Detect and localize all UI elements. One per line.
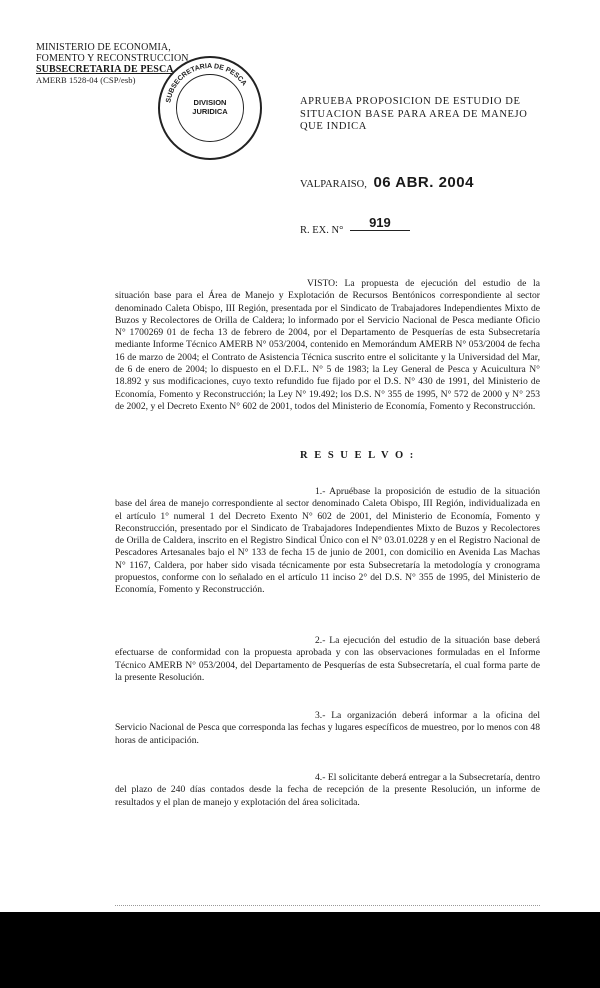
subsecretaria-line: SUBSECRETARIA DE PESCA bbox=[36, 64, 174, 75]
resolution-number: 919 bbox=[350, 215, 410, 231]
resuelvo-heading: R E S U E L V O : bbox=[300, 450, 416, 461]
seal-center-line-2: JURIDICA bbox=[192, 107, 228, 116]
item-1-text: 1.- Apruébase la proposición de estudio de la situación base del área de manejo correspondiente al sector denominado Caleta Obispo, III Región, individualizada en el artículo 1° numeral 1 del Decreto Exento N° 602 de 2001, del Ministerio de Economía, Fomento y Reconstrucción, presentado por el Sindicato de Trabajadores Independientes Mixto de Buzos y Recolectores de Orilla de Caldera, inscrito en el Registro Sindical Único con el N° 03.01.0228 y en el Registro Nacional de Pescadores Artesanales bajo el N° 133 de fecha 15 de junio de 2001, con domicilio en Avenida Las Machas N° 1167, Caldera, por haber sido visada técnicamente por esta Subsecretaría la metodología y cronograma propuestos, conforme con lo señalado en el artículo 11 inciso 2° del D.S. N° 355 de 1995, del Ministerio de Economía, Fomento y Reconstrucción. bbox=[115, 486, 540, 596]
scan-black-margin bbox=[0, 912, 600, 988]
ministry-line-2: FOMENTO Y RECONSTRUCCION bbox=[36, 53, 189, 64]
item-3-text: 3.- La organización deberá informar a la oficina del Servicio Nacional de Pesca que corresponda las fechas y lugares específicos de muestreo, por lo menos con 48 horas de anticipación. bbox=[115, 710, 540, 746]
resolution-item-2 bbox=[115, 635, 540, 684]
place-and-date bbox=[300, 174, 474, 191]
page-bottom-edge bbox=[115, 905, 540, 909]
division-juridica-seal bbox=[158, 56, 262, 160]
place: VALPARAISO, bbox=[300, 179, 367, 190]
resolution-label: R. EX. N° bbox=[300, 225, 344, 236]
reference-code: AMERB 1528-04 (CSP/esb) bbox=[36, 75, 136, 85]
resolution-item-3 bbox=[115, 710, 540, 747]
resolution-item-4 bbox=[115, 772, 540, 809]
seal-ring-text: SUBSECRETARIA DE PESCA bbox=[165, 62, 248, 104]
item-2-text: 2.- La ejecución del estudio de la situación base deberá efectuarse de conformidad con la propuesta aprobada y con las observaciones formuladas en el Informe Técnico AMERB N° 053/2004, del Departamento de Pesquerías de esta Subsecretaría, el cual forma parte de la presente Resolución. bbox=[115, 635, 540, 683]
item-4-text: 4.- El solicitante deberá entregar a la Subsecretaría, dentro del plazo de 240 días contados desde la fecha de recepción de la presente Resolución, un informe de resultados y el plan de manejo y explotación del área solicitada. bbox=[115, 772, 540, 808]
date-stamp: 06 ABR. 2004 bbox=[373, 174, 474, 191]
seal-center bbox=[182, 98, 238, 116]
resolution-number-line bbox=[300, 215, 410, 237]
visto-heading: VISTO: bbox=[307, 278, 338, 289]
document-title: APRUEBA PROPOSICION DE ESTUDIO DE SITUACION BASE PARA AREA DE MANEJO QUE INDICA bbox=[300, 96, 528, 132]
visto-text: La propuesta de ejecución del estudio de la situación base para el Área de Manejo y Explotación de Recursos Bentónicos correspondiente al sector denominado Caleta Obispo, III Región, presentada por el Sindicato de Trabajadores Independientes Mixto de Buzos y Recolectores de Orilla de Caldera; lo informado por el Servicio Nacional de Pesca mediante Oficio N° 1700269 01 de fecha 13 de febrero de 2004, por el Departamento de Pesquerías de esta Subsecretaría mediante Informe Técnico AMERB N° 053/2004, contenido en Memorándum AMERB N° 053/2004 de fecha 16 de marzo de 2004; el Contrato de Asistencia Técnica suscrito entre el solicitante y la Universidad del Mar, de 6 de enero de 2004; lo dispuesto en el D.F.L. N° 5 de 1983; la Ley General de Pesca y Acuicultura N° 18.892 y sus modificaciones, cuyo texto refundido fue fijado por el D.S. N° 430 de 1991, del Ministerio de Economía, Fomento y Reconstrucción; la Ley N° 19.492; los D.S. N° 355 de 1995, N° 572 de 2000 y N° 253 de 2002, y el Decreto Exento N° 602 de 2001, todos del Ministerio de Economía, Fomento y Reconstrucción. bbox=[115, 278, 540, 412]
ministry-line-1: MINISTERIO DE ECONOMIA, bbox=[36, 42, 171, 53]
resolution-item-1 bbox=[115, 486, 540, 597]
seal-center-line-1: DIVISION bbox=[193, 98, 227, 107]
visto-paragraph bbox=[115, 278, 540, 413]
